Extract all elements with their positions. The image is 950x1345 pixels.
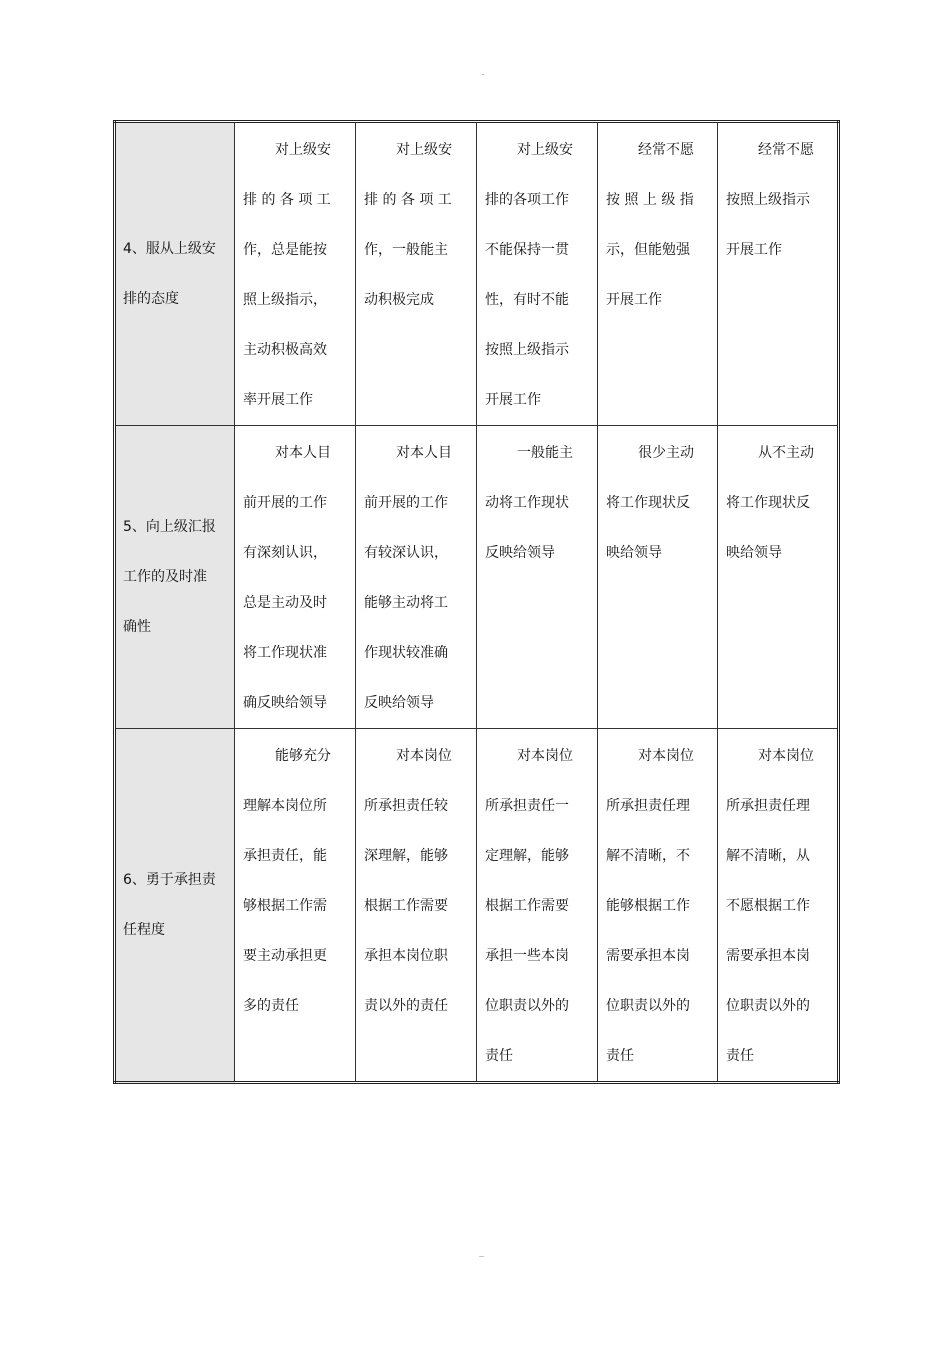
level-text bbox=[718, 729, 837, 1081]
level-text-line: 按 照 上 级 指 bbox=[606, 192, 694, 208]
level-text-line: 映给领导 bbox=[606, 545, 662, 561]
level-text-line: 对上级安 bbox=[275, 142, 331, 158]
criterion-label-line: 工作的及时准 bbox=[123, 569, 207, 585]
level-text bbox=[235, 729, 355, 1031]
level-text-line: 多的责任 bbox=[243, 998, 299, 1014]
level-text-line: 能够根据工作 bbox=[606, 898, 690, 914]
level-text-line: 承担本岗位职 bbox=[364, 948, 448, 964]
level-text bbox=[477, 426, 597, 578]
level-text-line: 对上级安 bbox=[517, 142, 573, 158]
level-cell-4 bbox=[598, 122, 718, 426]
criterion-label-cell bbox=[115, 122, 235, 426]
level-text-line: 承担责任，能 bbox=[243, 848, 327, 864]
level-cell-2 bbox=[356, 426, 477, 729]
level-text-line: 映给领导 bbox=[726, 545, 782, 561]
level-text-line: 承担一些本岗 bbox=[485, 948, 569, 964]
level-text-line: 位职责以外的 bbox=[726, 998, 810, 1014]
level-text-line: 所承担责任理 bbox=[606, 798, 690, 814]
level-text-line: 作，一般能主 bbox=[364, 242, 448, 258]
level-cell-5 bbox=[718, 122, 839, 426]
level-text-line: 照上级指示， bbox=[243, 292, 327, 308]
level-text-line: 所承担责任较 bbox=[364, 798, 448, 814]
level-text-line: 有深刻认识， bbox=[243, 545, 327, 561]
level-text-line: 排的各项工作 bbox=[485, 192, 569, 208]
level-text-line: 不愿根据工作 bbox=[726, 898, 810, 914]
level-text-line: 位职责以外的 bbox=[485, 998, 569, 1014]
level-text-line: 很少主动 bbox=[638, 445, 694, 461]
criterion-label-line: 6、勇于承担责 bbox=[123, 872, 216, 888]
level-text-line: 开展工作 bbox=[726, 242, 782, 258]
level-text-line: 经常不愿 bbox=[758, 142, 814, 158]
level-text bbox=[235, 426, 355, 728]
level-text-line: 总是主动及时 bbox=[243, 595, 327, 611]
level-text-line: 排 的 各 项 工 bbox=[364, 192, 452, 208]
level-text-line: 根据工作需要 bbox=[364, 898, 448, 914]
criterion-label-line: 4、服从上级安 bbox=[123, 241, 216, 257]
level-cell-4 bbox=[598, 426, 718, 729]
level-text-line: 开展工作 bbox=[606, 292, 662, 308]
level-text-line: 前开展的工作 bbox=[364, 495, 448, 511]
level-text-line: 能够充分 bbox=[275, 748, 331, 764]
level-text bbox=[356, 426, 476, 728]
level-text-line: 对本人目 bbox=[396, 445, 452, 461]
level-text-line: 能够主动将工 bbox=[364, 595, 448, 611]
level-text-line: 对本岗位 bbox=[517, 748, 573, 764]
level-text-line: 将工作现状反 bbox=[726, 495, 810, 511]
level-text-line: 责任 bbox=[606, 1048, 634, 1064]
level-cell-1 bbox=[235, 122, 356, 426]
level-text-line: 定理解，能够 bbox=[485, 848, 569, 864]
criterion-label bbox=[116, 855, 234, 955]
level-text-line: 作现状较准确 bbox=[364, 645, 448, 661]
level-text-line: 作，总是能按 bbox=[243, 242, 327, 258]
level-text bbox=[235, 123, 355, 425]
level-text-line: 将工作现状准 bbox=[243, 645, 327, 661]
level-text-line: 从不主动 bbox=[758, 445, 814, 461]
level-text bbox=[598, 123, 717, 325]
level-cell-3 bbox=[477, 122, 598, 426]
level-cell-5 bbox=[718, 426, 839, 729]
evaluation-table bbox=[113, 120, 840, 1084]
level-cell-1 bbox=[235, 729, 356, 1083]
level-cell-2 bbox=[356, 122, 477, 426]
criterion-label-line: 5、向上级汇报 bbox=[123, 519, 216, 535]
level-text-line: 需要承担本岗 bbox=[726, 948, 810, 964]
table-row bbox=[115, 729, 839, 1083]
level-cell-3 bbox=[477, 426, 598, 729]
level-text bbox=[718, 123, 837, 275]
level-text-line: 对本岗位 bbox=[638, 748, 694, 764]
level-text-line: 开展工作 bbox=[485, 392, 541, 408]
level-text-line: 对上级安 bbox=[396, 142, 452, 158]
level-text-line: 需要承担本岗 bbox=[606, 948, 690, 964]
level-text-line: 理解本岗位所 bbox=[243, 798, 327, 814]
level-text-line: 性，有时不能 bbox=[485, 292, 569, 308]
level-text-line: 够根据工作需 bbox=[243, 898, 327, 914]
page-mark-bottom bbox=[479, 1256, 484, 1257]
level-text-line: 位职责以外的 bbox=[606, 998, 690, 1014]
level-text-line: 一般能主 bbox=[517, 445, 573, 461]
level-text-line: 将工作现状反 bbox=[606, 495, 690, 511]
level-text-line: 对本人目 bbox=[275, 445, 331, 461]
level-text-line: 经常不愿 bbox=[638, 142, 694, 158]
level-text-line: 对本岗位 bbox=[396, 748, 452, 764]
level-text-line: 反映给领导 bbox=[364, 695, 434, 711]
level-text bbox=[477, 729, 597, 1081]
criterion-label-line: 确性 bbox=[123, 619, 151, 635]
level-text bbox=[718, 426, 837, 578]
level-text-line: 按照上级指示 bbox=[726, 192, 810, 208]
level-text-line: 排 的 各 项 工 bbox=[243, 192, 331, 208]
level-text-line: 所承担责任一 bbox=[485, 798, 569, 814]
table-row bbox=[115, 122, 839, 426]
level-text-line: 所承担责任理 bbox=[726, 798, 810, 814]
level-text-line: 责任 bbox=[485, 1048, 513, 1064]
level-text-line: 主动积极高效 bbox=[243, 342, 327, 358]
level-cell-3 bbox=[477, 729, 598, 1083]
level-text-line: 责任 bbox=[726, 1048, 754, 1064]
level-text-line: 要主动承担更 bbox=[243, 948, 327, 964]
level-cell-5 bbox=[718, 729, 839, 1083]
level-text-line: 率开展工作 bbox=[243, 392, 313, 408]
page-mark-top bbox=[482, 74, 484, 75]
level-text bbox=[356, 729, 476, 1031]
level-text-line: 示，但能勉强 bbox=[606, 242, 690, 258]
level-text bbox=[356, 123, 476, 325]
level-text-line: 动积极完成 bbox=[364, 292, 434, 308]
level-text-line: 反映给领导 bbox=[485, 545, 555, 561]
level-text-line: 不能保持一贯 bbox=[485, 242, 569, 258]
level-cell-4 bbox=[598, 729, 718, 1083]
level-text-line: 责以外的责任 bbox=[364, 998, 448, 1014]
level-text-line: 对本岗位 bbox=[758, 748, 814, 764]
level-text bbox=[598, 729, 717, 1081]
level-text bbox=[598, 426, 717, 578]
criterion-label-line: 任程度 bbox=[123, 922, 165, 938]
level-text-line: 有较深认识， bbox=[364, 545, 448, 561]
level-cell-2 bbox=[356, 729, 477, 1083]
level-text-line: 前开展的工作 bbox=[243, 495, 327, 511]
level-text-line: 按照上级指示 bbox=[485, 342, 569, 358]
criterion-label-cell bbox=[115, 729, 235, 1083]
level-text bbox=[477, 123, 597, 425]
evaluation-table-body bbox=[115, 122, 839, 1083]
level-text-line: 解不清晰，从 bbox=[726, 848, 810, 864]
level-text-line: 深理解，能够 bbox=[364, 848, 448, 864]
level-text-line: 确反映给领导 bbox=[243, 695, 327, 711]
level-cell-1 bbox=[235, 426, 356, 729]
criterion-label bbox=[116, 224, 234, 324]
level-text-line: 根据工作需要 bbox=[485, 898, 569, 914]
table-row bbox=[115, 426, 839, 729]
level-text-line: 解不清晰，不 bbox=[606, 848, 690, 864]
criterion-label bbox=[116, 502, 234, 652]
criterion-label-cell bbox=[115, 426, 235, 729]
criterion-label-line: 排的态度 bbox=[123, 291, 179, 307]
level-text-line: 动将工作现状 bbox=[485, 495, 569, 511]
